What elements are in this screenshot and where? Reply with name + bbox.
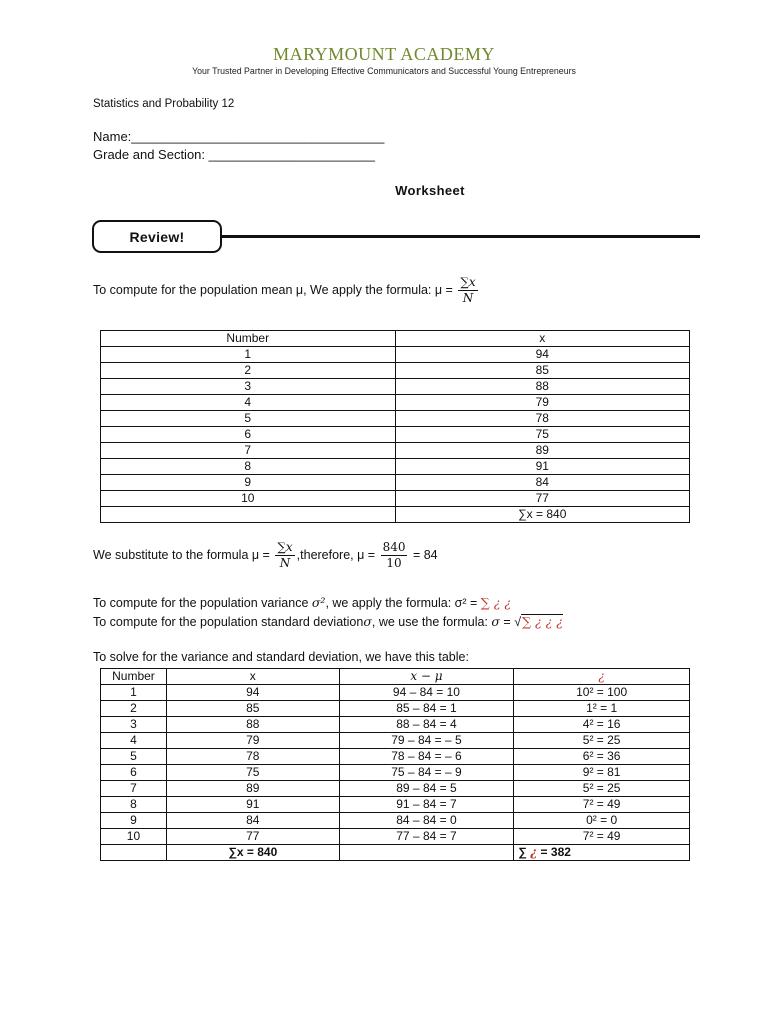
table-row [101,733,690,749]
table-cell: 5 [101,749,167,765]
stddev-text-a: To compute for the population standard deviation [93,615,364,629]
table-row [101,749,690,765]
table-cell: 77 [395,491,689,507]
table-cell: 9 [101,475,396,491]
table-cell: 5² = 25 [514,733,690,749]
table-row [101,363,690,379]
table-cell: 7 [101,443,396,459]
table-cell: 7 [101,781,167,797]
table-header-cell: ¿ [514,669,690,685]
mean-formula-line [93,275,480,306]
table-cell: 4² = 16 [514,717,690,733]
table-row [101,475,690,491]
table-cell: 89 [395,443,689,459]
table-cell: 77 [166,829,339,845]
grade-section-field: Grade and Section: _______________________ [93,147,375,162]
review-banner [92,220,222,253]
table-footer-row [101,507,690,523]
result-fraction [381,540,408,571]
table-cell: 1 [101,347,396,363]
mean-fraction [458,275,477,306]
table-row [101,459,690,475]
sum-red-symbol: ¿ [530,845,538,859]
table-row [101,717,690,733]
table-row [101,701,690,717]
table2-intro: To solve for the variance and standard deviation, we have this table: [93,650,469,664]
table-cell: 85 [166,701,339,717]
table-row [101,797,690,813]
stddev-formula: ∑ ¿ ¿ ¿ [522,614,564,629]
table-cell: 84 [395,475,689,491]
stddev-line [93,614,563,629]
table-cell: 3 [101,717,167,733]
result-denominator: 10 [386,556,402,570]
result-numerator: 840 [382,540,406,554]
table-row [101,491,690,507]
variance-text-a: To compute for the population variance [93,596,312,610]
deviation-table [100,668,690,861]
table-header-cell: x − μ [339,669,514,685]
table-row [101,829,690,845]
table-header-row [101,669,690,685]
table-row [101,411,690,427]
table-header-cell: x [395,331,689,347]
table-cell: 6 [101,427,396,443]
table-cell: 75 – 84 = – 9 [339,765,514,781]
sum-squares-cell [514,845,690,861]
table-cell: 85 [395,363,689,379]
table-row [101,427,690,443]
school-tagline: Your Trusted Partner in Developing Effective Communicators and Successful Young Entrepreneurs [192,66,576,76]
table-cell: 4 [101,395,396,411]
table-footer-cell: ∑x = 840 [395,507,689,523]
table-cell: 84 – 84 = 0 [339,813,514,829]
table-cell: 89 [166,781,339,797]
table-cell: 79 – 84 = – 5 [339,733,514,749]
mean-numerator: ∑x [460,275,476,289]
table-cell: 8 [101,459,396,475]
mean-formula-text: To compute for the population mean μ, We apply the formula: μ = [93,282,457,297]
table-cell: 91 [166,797,339,813]
table-row [101,379,690,395]
table-cell: 5² = 25 [514,781,690,797]
substitute-prefix: We substitute to the formula μ = [93,547,274,562]
sigma-symbol-2: σ [491,614,500,629]
table-cell: 9² = 81 [514,765,690,781]
table-cell: 8 [101,797,167,813]
review-divider [222,235,700,238]
variance-text-b: , we apply the formula: σ² = [325,596,481,610]
table-cell: 94 [166,685,339,701]
table-row [101,781,690,797]
sum-symbol: ∑ [518,845,527,859]
table-header-cell: x [166,669,339,685]
table-row [101,347,690,363]
table-cell: 94 [395,347,689,363]
table-row [101,395,690,411]
table-cell: 10 [101,491,396,507]
table-cell: 6 [101,765,167,781]
table-cell: 78 [395,411,689,427]
table-cell: 75 [166,765,339,781]
table-cell: 5 [101,411,396,427]
table-footer-cell [339,845,514,861]
table-cell: 85 – 84 = 1 [339,701,514,717]
subject-title: Statistics and Probability 12 [93,98,235,110]
substitute-result: = 84 [409,547,438,562]
substitute-denominator: N [279,556,291,570]
table-cell: 7² = 49 [514,797,690,813]
stddev-text-b: , we use the formula: [371,615,492,629]
table-cell: 10 [101,829,167,845]
table-header-row [101,331,690,347]
stddev-eq: = [499,615,515,629]
worksheet-title: Worksheet [395,183,465,198]
mean-denominator: N [462,291,474,305]
substitution-line [93,540,438,571]
table-cell: 75 [395,427,689,443]
table-footer-row [101,845,690,861]
school-name: MARYMOUNT ACADEMY [273,44,495,64]
variance-line [93,595,511,610]
table-cell: 1² = 1 [514,701,690,717]
table-cell: 91 [395,459,689,475]
table-row [101,685,690,701]
table-cell: 0² = 0 [514,813,690,829]
table-cell: 78 [166,749,339,765]
table-cell: 2 [101,701,167,717]
table-cell: 6² = 36 [514,749,690,765]
table-header-cell: Number [101,669,167,685]
table-cell: 77 – 84 = 7 [339,829,514,845]
table-footer-cell [101,507,396,523]
table-cell: 10² = 100 [514,685,690,701]
table-cell: 9 [101,813,167,829]
table-row [101,765,690,781]
table-cell: 7² = 49 [514,829,690,845]
table-cell: 88 [166,717,339,733]
table-cell: 79 [166,733,339,749]
table-cell: 89 – 84 = 5 [339,781,514,797]
substitute-middle: ,therefore, μ = [296,547,379,562]
table-cell: 88 – 84 = 4 [339,717,514,733]
substitute-fraction [275,540,294,571]
sum-x-cell: ∑x = 840 [166,845,339,861]
sigma-squared: σ² [311,595,326,610]
table-row [101,813,690,829]
substitute-numerator: ∑x [277,540,293,554]
sqrt-sign: √ [514,615,522,629]
sigma-symbol: σ [363,614,372,629]
table-cell: 79 [395,395,689,411]
review-label: Review! [129,228,185,245]
variance-formula: ∑ ¿ ¿ [480,595,512,610]
table-cell: 2 [101,363,396,379]
table-cell: 84 [166,813,339,829]
table-cell: 91 – 84 = 7 [339,797,514,813]
table-footer-cell [101,845,167,861]
name-field: Name:___________________________________ [93,129,385,144]
table-header-cell: Number [101,331,396,347]
table-row [101,443,690,459]
table-cell: 78 – 84 = – 6 [339,749,514,765]
data-table [100,330,690,523]
table-cell: 88 [395,379,689,395]
table-cell: 94 – 84 = 10 [339,685,514,701]
sum-squares-value: = 382 [537,845,571,859]
table-cell: 1 [101,685,167,701]
table-cell: 3 [101,379,396,395]
table-cell: 4 [101,733,167,749]
